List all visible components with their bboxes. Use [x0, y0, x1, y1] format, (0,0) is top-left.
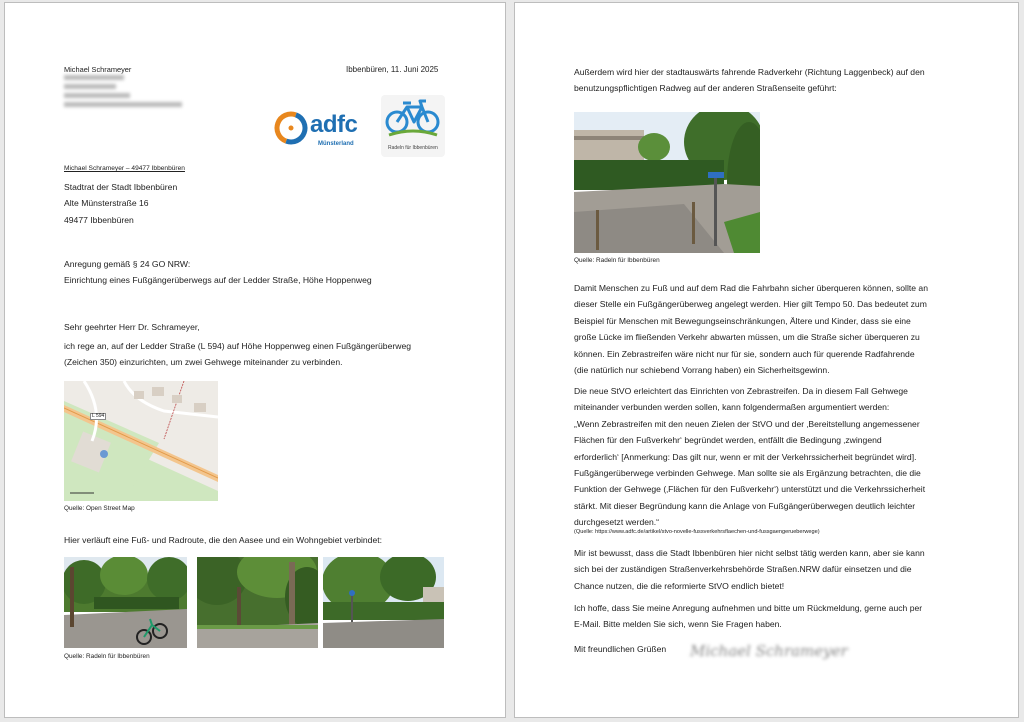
text-line: E-Mail. Bitte melden Sie sich, wenn Sie Fragen haben.	[574, 619, 782, 630]
adfc-wordmark: adfc	[310, 111, 358, 138]
adfc-ring-icon	[273, 110, 309, 146]
sender-name: Michael Schrameyer	[64, 65, 132, 74]
text-line: große Lücke im fließenden Verkehr abwarten müssen, um die Straße sicher überqueren zu	[574, 332, 920, 343]
text-line: durchgesetzt werden.“	[574, 517, 660, 528]
text-line: Fußgängerüberwege verbinden Gehwege. Man sollte sie als Ergänzung betrachten, die die	[574, 468, 921, 479]
return-address: Michael Schrameyer – 49477 Ibbenbüren	[64, 165, 185, 172]
text-line: Damit Menschen zu Fuß und auf dem Rad die Fahrbahn sicher überqueren können, sollte an	[574, 283, 928, 293]
text-line: dieser Stelle ein Fußgängerüberweg angelegt werden. Hier gilt Tempo 50. Das bedeutet zum	[574, 299, 927, 310]
text-line: „Wenn Zebrastreifen mit den neuen Zielen der StVO und der ‚Bereitstellung angemessener	[574, 418, 920, 429]
text-line: stärkt. Mit dieser Begründung kann die Anlage von Fußgängerüberwegen deutlich leichter	[574, 500, 916, 511]
photo-path-bicycle	[64, 557, 187, 648]
text-line: Mir ist bewusst, dass die Stadt Ibbenbüren hier nicht selbst tätig werden kann, aber sie kann	[574, 548, 925, 558]
subject-line: Einrichtung eines Fußgängerüberwegs auf der Ledder Straße, Höhe Hoppenweg	[64, 275, 372, 286]
paragraph-2	[574, 280, 928, 378]
photos-caption: Quelle: Radeln für Ibbenbüren	[64, 653, 150, 660]
map-road-label: L 594	[92, 413, 105, 419]
text-line: sich bei der zuständigen Straßenverkehrsbehörde Straßen.NRW dafür einsetzen und die	[574, 564, 912, 575]
radeln-logo-caption: Radeln für Ibbenbüren	[388, 145, 438, 151]
recipient-line: Stadtrat der Stadt Ibbenbüren	[64, 182, 178, 192]
closing: Mit freundlichen Grüßen	[574, 644, 667, 654]
adfc-logo	[273, 110, 373, 154]
bicycle-icon	[381, 95, 445, 141]
subject-block	[64, 256, 372, 289]
paragraph-3	[574, 383, 925, 531]
recipient-line: Alte Münsterstraße 16	[64, 198, 149, 209]
place-date: Ibbenbüren, 11. Juni 2025	[346, 65, 439, 74]
text-line: Ich hoffe, dass Sie meine Anregung aufnehmen und bitte um Rückmeldung, gerne auch per	[574, 603, 923, 613]
text-line: Beispiel für Menschen mit Bewegungseinschränkungen, Ältere und Kinder, dass sie eine	[574, 315, 911, 326]
photo-cycle-path	[574, 112, 760, 253]
photo-crossing-street	[323, 557, 444, 648]
osm-map-image	[64, 381, 218, 501]
text-line: Flächen für den Fußverkehr‘ begründet werden, entfällt die Bedingung ‚zwingend	[574, 435, 882, 446]
letter-page-2	[514, 2, 1019, 718]
text-line: können. Ein Zebrastreifen wäre nicht nur für sie, sondern auch für querende Radfahrende	[574, 348, 915, 359]
sender-address-redacted	[64, 75, 184, 107]
text-line: Die neue StVO erleichtert das Einrichten von Zebrastreifen. Da in diesem Fall Gehwege	[574, 386, 908, 396]
text-line: Außerdem wird hier der stadtauswärts fahrende Radverkehr (Richtung Laggenbeck) auf den	[574, 67, 925, 77]
intro-paragraph	[64, 338, 411, 371]
photo-caption: Quelle: Radeln für Ibbenbüren	[574, 257, 660, 264]
text-line: (Zeichen 350) einzurichten, um zwei Gehwege miteinander zu verbinden.	[64, 357, 343, 368]
text-line: ich rege an, auf der Ledder Straße (L 594) auf Höhe Hoppenweg einen Fußgängerüberweg	[64, 341, 411, 351]
text-line: erforderlich‘ [Anmerkung: Das gilt nur, wenn er mit der Verkehrssicherheit begründet wird].	[574, 451, 917, 462]
adfc-region: Münsterland	[318, 141, 354, 147]
signature: Michael Schrameyer	[690, 642, 848, 660]
recipient-block	[64, 179, 177, 228]
paragraph-4	[574, 545, 925, 594]
text-line: miteinander verbunden werden sollen, kann folgendermaßen argumentiert werden:	[574, 402, 890, 413]
text-line: (die natürlich nur schiebend Vorrang haben) ein Sicherheitsgewinn.	[574, 365, 830, 376]
route-text: Hier verläuft eine Fuß- und Radroute, die den Aasee und ein Wohngebiet verbindet:	[64, 535, 383, 545]
text-line: Funktion der Gehwege (‚Flächen für den Fußverkehr‘) unterstützt und die Verkehrssicherheit	[574, 484, 926, 495]
subject-line: Anregung gemäß § 24 GO NRW:	[64, 259, 191, 269]
salutation: Sehr geehrter Herr Dr. Schrameyer,	[64, 322, 200, 332]
map-caption: Quelle: Open Street Map	[64, 505, 135, 512]
paragraph-5	[574, 600, 922, 633]
radeln-logo	[381, 95, 445, 157]
photo-path-trees	[197, 557, 318, 648]
text-line: benutzungspflichtigen Radweg auf der anderen Straßenseite geführt:	[574, 83, 837, 94]
paragraph-1	[574, 64, 925, 97]
source-url: (Quelle: https://www.adfc.de/artikel/stvo-novelle-fussverkehrsflaechen-und-fussgaengerueberwege)	[574, 529, 820, 535]
text-line: Chance nutzen, die die reformierte StVO endlich bietet!	[574, 580, 785, 591]
recipient-line: 49477 Ibbenbüren	[64, 214, 134, 225]
letter-page-1	[4, 2, 506, 718]
